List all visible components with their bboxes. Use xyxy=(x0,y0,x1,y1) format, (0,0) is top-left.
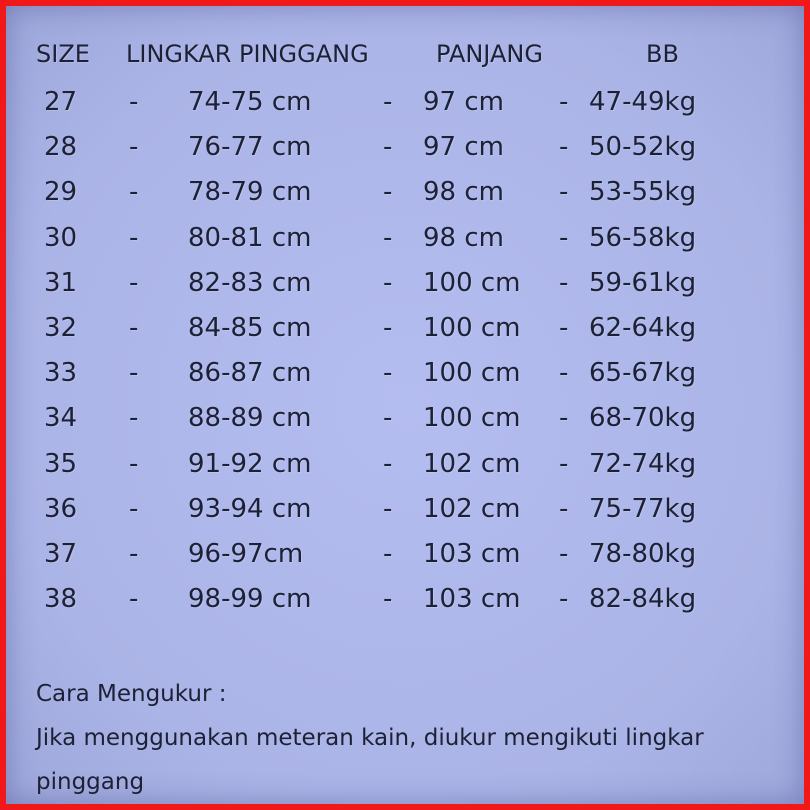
separator-dash: - xyxy=(383,177,393,208)
waist-cell: 93-94 cm xyxy=(188,493,312,524)
length-cell: 103 cm xyxy=(423,584,521,615)
separator-dash: - xyxy=(559,448,569,479)
waist-cell: 96-97cm xyxy=(188,539,304,569)
table-row xyxy=(6,398,804,438)
size-cell: 28 xyxy=(44,132,78,163)
header-waist: LINGKAR PINGGANG xyxy=(126,40,369,68)
length-cell: 98 cm xyxy=(423,177,504,208)
length-cell: 97 cm xyxy=(423,87,504,117)
separator-dash: - xyxy=(129,448,139,479)
table-row xyxy=(6,489,804,529)
table-row xyxy=(6,263,804,303)
weight-cell: 72-74kg xyxy=(589,448,697,479)
weight-cell: 50-52kg xyxy=(589,132,697,163)
waist-cell: 98-99 cm xyxy=(188,584,312,615)
size-cell: 31 xyxy=(44,267,78,298)
separator-dash: - xyxy=(129,87,139,117)
size-cell: 29 xyxy=(44,177,78,208)
weight-cell: 68-70kg xyxy=(589,403,697,434)
table-row xyxy=(6,82,804,122)
separator-dash: - xyxy=(383,222,393,253)
length-cell: 100 cm xyxy=(423,313,521,343)
size-cell: 34 xyxy=(44,403,78,434)
separator-dash: - xyxy=(383,448,393,479)
weight-cell: 62-64kg xyxy=(589,313,697,343)
table-row xyxy=(6,218,804,258)
weight-cell: 78-80kg xyxy=(589,539,697,569)
waist-cell: 82-83 cm xyxy=(188,267,312,298)
separator-dash: - xyxy=(559,313,569,343)
weight-cell: 53-55kg xyxy=(589,177,697,208)
waist-cell: 74-75 cm xyxy=(188,87,312,117)
separator-dash: - xyxy=(383,87,393,117)
measurement-notes xyxy=(36,672,786,804)
size-cell: 27 xyxy=(44,87,78,117)
waist-cell: 80-81 cm xyxy=(188,222,312,253)
table-row xyxy=(6,308,804,348)
separator-dash: - xyxy=(559,358,569,389)
separator-dash: - xyxy=(383,493,393,524)
notes-title: Cara Mengukur : xyxy=(36,681,227,707)
separator-dash: - xyxy=(129,132,139,163)
separator-dash: - xyxy=(383,584,393,615)
size-cell: 30 xyxy=(44,222,78,253)
notes-line-1: Jika menggunakan meteran kain, diukur mengikuti lingkar xyxy=(36,725,704,751)
weight-cell: 82-84kg xyxy=(589,584,697,615)
header-size: SIZE xyxy=(36,40,90,68)
notes-line-2: pinggang xyxy=(36,769,145,795)
separator-dash: - xyxy=(383,313,393,343)
separator-dash: - xyxy=(383,267,393,298)
separator-dash: - xyxy=(559,177,569,208)
weight-cell: 56-58kg xyxy=(589,222,697,253)
length-cell: 102 cm xyxy=(423,448,521,479)
size-cell: 36 xyxy=(44,493,78,524)
length-cell: 98 cm xyxy=(423,222,504,253)
separator-dash: - xyxy=(129,177,139,208)
separator-dash: - xyxy=(559,132,569,163)
separator-dash: - xyxy=(559,493,569,524)
length-cell: 102 cm xyxy=(423,493,521,524)
separator-dash: - xyxy=(129,493,139,524)
table-row xyxy=(6,172,804,212)
size-cell: 38 xyxy=(44,584,78,615)
separator-dash: - xyxy=(559,267,569,298)
separator-dash: - xyxy=(129,313,139,343)
header-weight: BB xyxy=(646,40,679,68)
length-cell: 97 cm xyxy=(423,132,504,163)
separator-dash: - xyxy=(559,539,569,569)
size-cell: 35 xyxy=(44,448,78,479)
waist-cell: 88-89 cm xyxy=(188,403,312,434)
weight-cell: 75-77kg xyxy=(589,493,697,524)
waist-cell: 91-92 cm xyxy=(188,448,312,479)
length-cell: 100 cm xyxy=(423,267,521,298)
table-row xyxy=(6,127,804,167)
separator-dash: - xyxy=(129,584,139,615)
separator-dash: - xyxy=(383,358,393,389)
weight-cell: 65-67kg xyxy=(589,358,697,389)
table-header xyxy=(6,34,804,74)
size-cell: 32 xyxy=(44,313,78,343)
separator-dash: - xyxy=(559,403,569,434)
separator-dash: - xyxy=(129,267,139,298)
weight-cell: 59-61kg xyxy=(589,267,697,298)
length-cell: 100 cm xyxy=(423,403,521,434)
length-cell: 103 cm xyxy=(423,539,521,569)
table-row xyxy=(6,444,804,484)
weight-cell: 47-49kg xyxy=(589,87,697,117)
separator-dash: - xyxy=(383,403,393,434)
size-cell: 33 xyxy=(44,358,78,389)
separator-dash: - xyxy=(383,539,393,569)
table-row xyxy=(6,353,804,393)
waist-cell: 84-85 cm xyxy=(188,313,312,343)
separator-dash: - xyxy=(129,358,139,389)
length-cell: 100 cm xyxy=(423,358,521,389)
separator-dash: - xyxy=(129,222,139,253)
waist-cell: 86-87 cm xyxy=(188,358,312,389)
separator-dash: - xyxy=(559,222,569,253)
separator-dash: - xyxy=(129,403,139,434)
separator-dash: - xyxy=(559,584,569,615)
waist-cell: 76-77 cm xyxy=(188,132,312,163)
waist-cell: 78-79 cm xyxy=(188,177,312,208)
table-row xyxy=(6,534,804,574)
separator-dash: - xyxy=(559,87,569,117)
separator-dash: - xyxy=(129,539,139,569)
table-row xyxy=(6,579,804,619)
header-length: PANJANG xyxy=(436,40,543,68)
separator-dash: - xyxy=(383,132,393,163)
size-cell: 37 xyxy=(44,539,78,569)
